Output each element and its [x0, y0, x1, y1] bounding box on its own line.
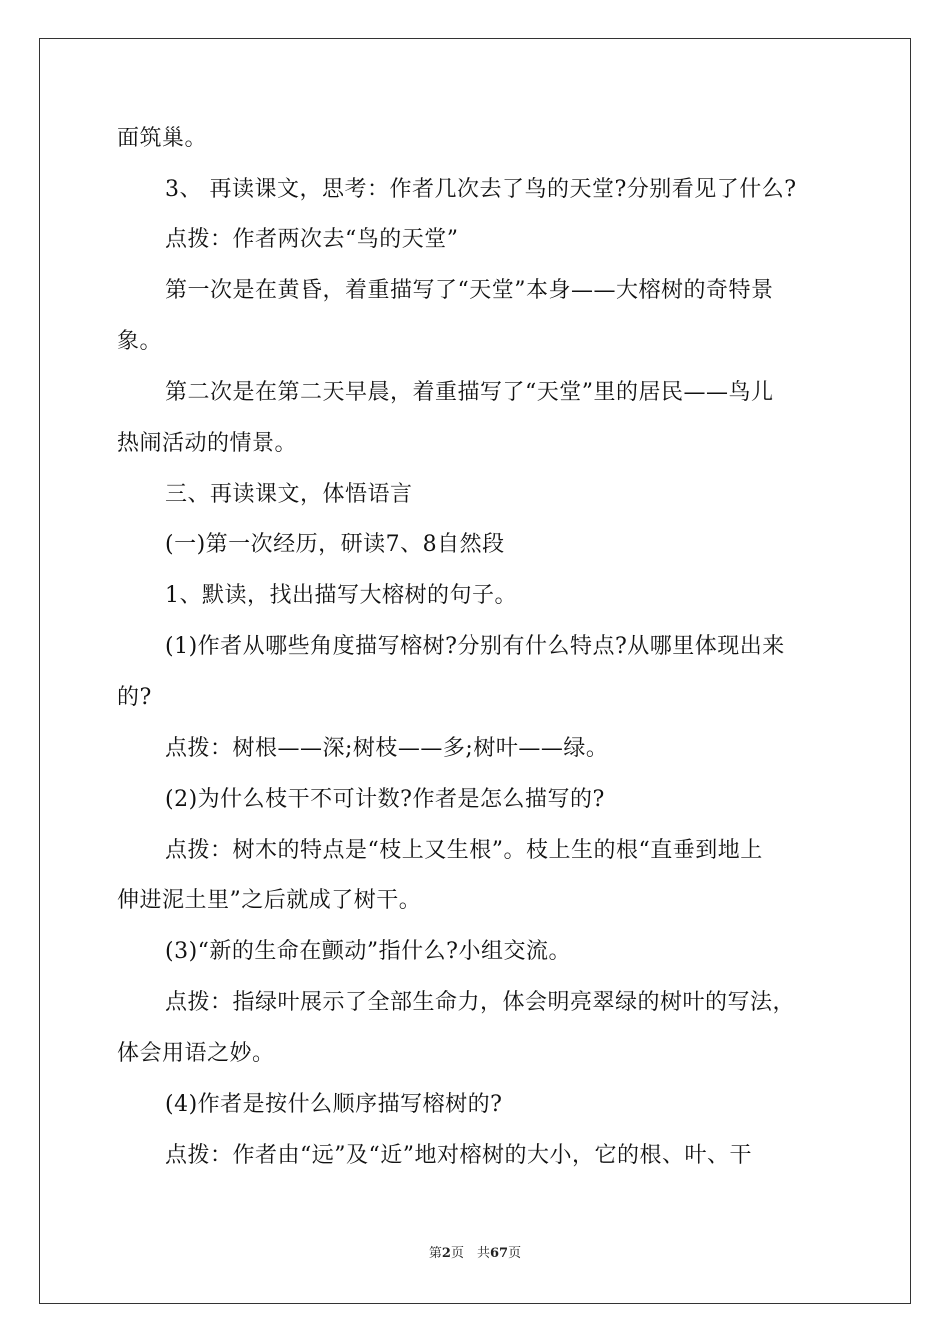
text-line: 体会用语之妙。: [117, 1041, 275, 1066]
text-line: (1)作者从哪些角度描写榕树?分别有什么特点?从哪里体现出来: [165, 634, 785, 659]
text-line: 面筑巢。: [117, 126, 208, 151]
text-line: 3、 再读课文，思考：作者几次去了鸟的天堂?分别看见了什么?: [165, 177, 797, 202]
text-line: (4)作者是按什么顺序描写榕树的?: [165, 1092, 503, 1117]
text-line: 点拨：树根——深;树枝——多;树叶——绿。: [165, 736, 609, 761]
footer-prefix: 第: [428, 1246, 442, 1261]
text-line: 象。: [117, 329, 163, 354]
text-line: 热闹活动的情景。: [117, 431, 298, 456]
footer-suffix: 页: [508, 1246, 522, 1261]
text-line: 伸进泥土里”之后就成了树干。: [117, 888, 422, 913]
text-line: 第一次是在黄昏，着重描写了“天堂”本身——大榕树的奇特景: [165, 278, 774, 303]
text-line: 点拨：作者由“远”及“近”地对榕树的大小，它的根、叶、干: [165, 1143, 752, 1168]
text-line: 点拨：作者两次去“鸟的天堂”: [165, 227, 459, 252]
text-line: 1、默读，找出描写大榕树的句子。: [165, 583, 517, 608]
section-heading: 三、再读课文，体悟语言: [165, 482, 413, 507]
text-line: (2)为什么枝干不可计数?作者是怎么描写的?: [165, 787, 605, 812]
text-line: 的?: [117, 685, 152, 710]
footer-mid: 页 共: [450, 1246, 490, 1261]
subsection-heading: (一)第一次经历，研读7、8自然段: [165, 532, 505, 557]
total-page-count: 67: [489, 1246, 509, 1261]
text-line: 点拨：树木的特点是“枝上又生根”。枝上生的根“直垂到地上: [165, 838, 763, 863]
text-line: 第二次是在第二天早晨，着重描写了“天堂”里的居民——鸟儿: [165, 380, 774, 405]
page-footer: [0, 1245, 950, 1263]
text-line: 点拨：指绿叶展示了全部生命力，体会明亮翠绿的树叶的写法，: [165, 990, 796, 1015]
text-line: (3)“新的生命在颤动”指什么?小组交流。: [165, 939, 571, 964]
current-page-number: 2: [441, 1246, 451, 1261]
